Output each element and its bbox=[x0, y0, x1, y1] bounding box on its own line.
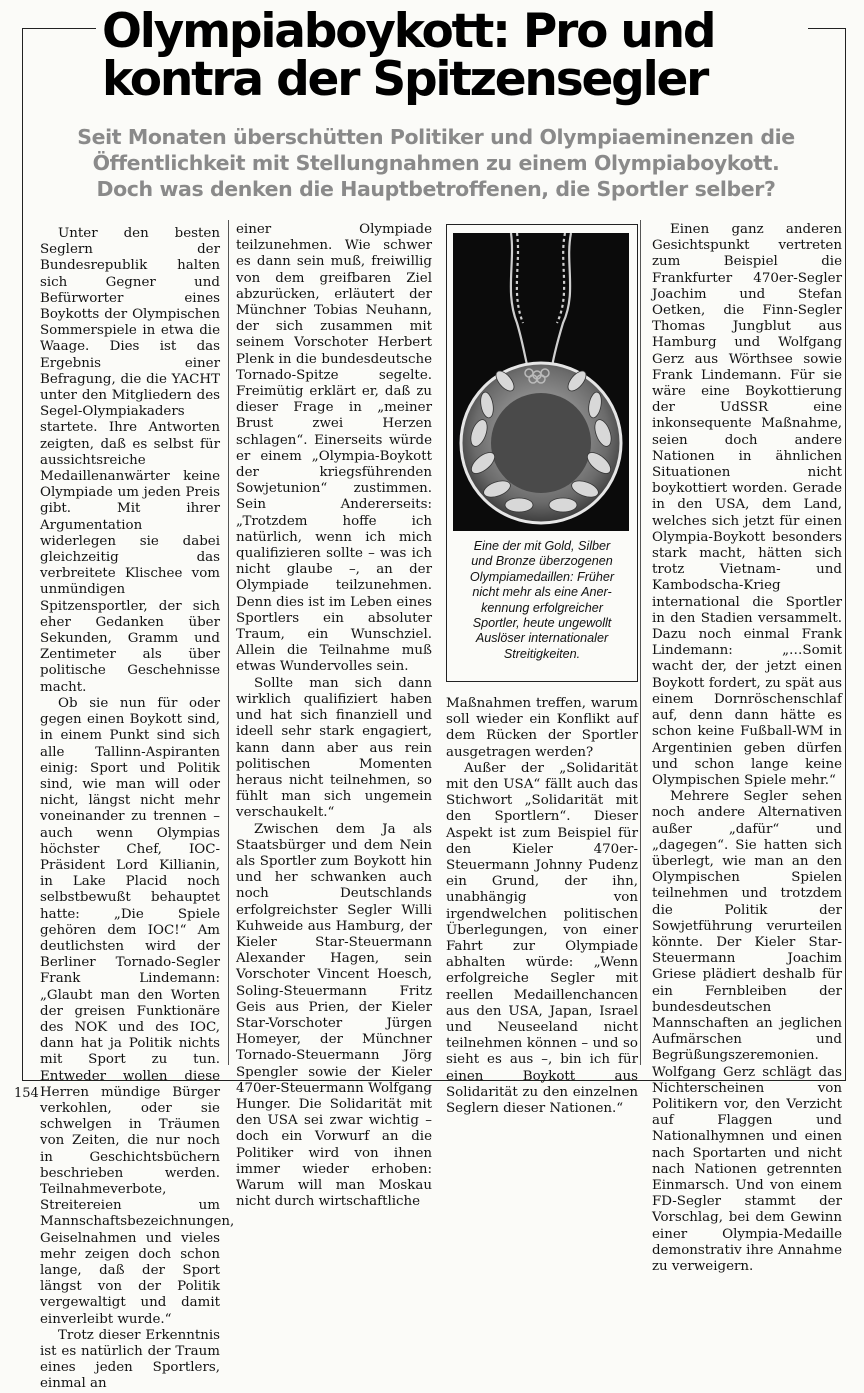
headline-line: Olympiaboykott: Pro und bbox=[102, 4, 715, 59]
column-1 bbox=[40, 226, 235, 1393]
deck bbox=[36, 124, 836, 202]
deck-line: Doch was denken die Hauptbetroffenen, die Sportler selber? bbox=[96, 177, 776, 201]
column-divider bbox=[640, 220, 641, 1065]
paragraph: Trotz dieser Erkenntnis ist es natürlich der Traum eines jeden Sportlers, einmal an bbox=[40, 1327, 220, 1392]
paragraph: Maßnahmen treffen, warum soll wieder ein Konflikt auf dem Rücken der Sportler ausgetragen werden? bbox=[446, 696, 638, 760]
headline-line: kontra der Spitzensegler bbox=[102, 52, 708, 107]
caption-line: kennung erfolgreicher bbox=[481, 600, 603, 615]
caption-line: Eine der mit Gold, Silber bbox=[473, 539, 611, 553]
caption-line: nicht mehr als eine Aner- bbox=[472, 585, 612, 600]
paragraph: Ob sie nun für oder gegen einen Boykott sind, in einem Punkt sind sich alle Tallinn-Aspiranten einig: Sport und Politik sind, wie man will oder nicht, längst nicht mehr voneinander zu trennen – auch wenn Olympias höchster Chef, IOC-Präsident Lord Killianin, in Lake Placid noch selbstbewußt behauptet hatte: „Die Spiele gehören dem IOC!“ Am deutlichsten wird der Berliner Tornado-Segler Frank Lindemann: „Glaubt man den Worten der greisen Funktionäre des NOK und des IOC, dann hat ja Politik nichts mit Sport zu tun. Entweder wollen diese Herren mündige Bürger verkohlen, oder sie schwelgen in Träumen von Zeiten, die nur noch in Geschichtsbüchern beschrieben werden. Teilnahmeverbote, Streitereien um Mannschaftsbezeichnungen, Geiselnahmen und vieles mehr zeigen doch schon lange, daß der Sport längst von der Politik vergewaltigt und damit einverleibt wurde.“ bbox=[40, 695, 235, 1327]
paragraph: Sollte man sich dann wirklich qualifiziert haben und hat sich finanziell und ideell sehr stark engagiert, kann dann aber aus rein politischen Momenten heraus nicht teilnehmen, so fühlt man sich ungemein verschaukelt.“ bbox=[236, 675, 432, 821]
paragraph: Unter den besten Seglern der Bundesrepublik halten sich Gegner und Befürworter eines Boykotts der Olympischen Sommerspiele in etwa die Waage. Dies ist das Ergebnis einer Befragung, die die YACHT unter den Mitgliedern des Segel-Olympiakaders startete. Ihre Antworten zeigten, daß es selbst für aussichtsreiche Medaillenanwärter keine Olympiade um jeden Preis gibt. Mit ihrer Argumentation widerlegen sie dabei gleichzeitig das verbreitete Klischee vom unmündigen Spitzensportler, der sich eher Gedanken über Sekunden, Gramm und Zentimeter als über politische Geschehnisse macht. bbox=[40, 226, 220, 695]
photo-box bbox=[446, 224, 638, 682]
paragraph: Einen ganz anderen Gesichtspunkt vertreten zum Beispiel die Frankfurter 470er-Segler Joachim und Stefan Oetken, die Finn-Segler Thomas Jungblut aus Hamburg und Wolfgang Gerz aus Wörthsee sowie Frank Lindemann. Für sie wäre eine Boykottierung der UdSSR eine inkonsequente Maßnahme, seien doch andere Nationen in ähnlichen Situationen nicht boykottiert worden. Gerade in den USA, dem Land, welches sich jetzt für einen Olympia-Boykott besonders stark macht, hätten sich trotz Vietnam- und Kambodscha-Krieg international die Sportler in den Stadien versammelt. Dazu noch einmal Frank Lindemann: „…Somit wacht der, der jetzt einen Boykott fordert, zu spät aus einem Dornröschenschlaf auf, denn dann hätte es schon keine Fußball-WM in Argentinien geben dürfen und schon lange keine Olympischen Spiele mehr.“ bbox=[652, 222, 842, 788]
paragraph: Zwischen dem Ja als Staatsbürger und dem Nein als Sportler zum Boykott hin und her schwanken auch noch Deutschlands erfolgreichster Segler Willi Kuhweide aus Hamburg, der Kieler Star-Steuermann Alexander Hagen, sein Vorschoter Vincent Hoesch, Soling-Steuermann Fritz Geis aus Prien, der Kieler Star-Vorschoter Jürgen Homeyer, der Münchner Tornado-Steuermann Jörg Spengler sowie der Kieler 470er-Steuermann Wolfgang Hunger. Die Solidarität mit den USA sei zwar wichtig – doch ein Vorwurf an die Politiker wird von ihnen immer wieder erhoben: Warum will man Moskau nicht durch wirtschaftliche bbox=[236, 821, 432, 1210]
caption-line: Streitigkeiten. bbox=[503, 646, 581, 661]
caption-line: Sportler, heute ungewollt bbox=[472, 616, 612, 631]
photo-caption bbox=[455, 539, 629, 662]
column-3 bbox=[446, 696, 638, 1117]
paragraph: Außer der „Solidarität mit den USA“ fällt auch das Stichwort „Solidarität mit den Sportlern“. Dieser Aspekt ist zum Beispiel für den Kieler 470er-Steuermann Johnny Pudenz ein Grund, der ihn, unabhängig von irgendwelchen politischen Überlegungen, von einer Fahrt zur Olympiade abhalten würde: „Wenn erfolgreiche Segler mit reellen Medaillenchancen aus den USA, Japan, Israel und Neuseeland nicht teilnehmen können – und so sieht es aus –, bin ich für einen Boykott aus Solidarität zu den einzelnen Seglern dieser Nationen.“ bbox=[446, 760, 638, 1117]
deck-line: Öffentlichkeit mit Stellungnahmen zu einem Olympiaboykott. bbox=[92, 151, 780, 175]
frame-left-rule bbox=[22, 28, 23, 1080]
caption-line: und Bronze überzogenen bbox=[471, 554, 613, 569]
column-2 bbox=[236, 222, 432, 1210]
paragraph: einer Olympiade teilzunehmen. Wie schwer es dann sein muß, freiwillig von dem greifbaren Ziel abzurücken, erläutert der Münchner Tobias Neuhann, der sich zusammen mit seinem Vorschoter Herbert Plenk in die bundesdeutsche Tornado-Spitze segelte. Freimütig erklärt er, daß zu dieser Frage in „meiner Brust zwei Herzen schlagen“. Einerseits würde er einem „Olympia-Boykott der kriegsführenden Sowjetunion“ zustimmen. Sein Andererseits: „Trotzdem hoffe ich natürlich, wenn ich mich qualifizieren sollte – was ich nicht glaube –, an der Olympiade teilzunehmen. Denn dies ist im Leben eines Sportlers ein absoluter Traum, ein Wunschziel. Allein die Teilnahme muß etwas Wundervolles sein. bbox=[236, 222, 432, 675]
caption-line: Olympiamedaillen: Früher bbox=[469, 569, 615, 584]
paragraph: Mehrere Segler sehen noch andere Alternativen außer „dafür“ und „dagegen“. Sie hatten sich überlegt, wie man an den Olympischen Spielen teilnehmen und trotzdem die Politik der Sowjetführung verurteilen könnte. Der Kieler Star-Steuermann Joachim Griese plädiert deshalb für ein Fernbleiben der bundesdeutschen Mannschaften an jeglichen Aufmärschen und Begrüßungszeremonien. Wolfgang Gerz schlägt das Nichterscheinen von Politikern vor, den Verzicht auf Flaggen und Nationalhymnen und einen nach Sportarten und nicht nach Nationen getrennten Einmarsch. Und von einem FD-Segler stammt der Vorschlag, bei dem Gewinn einer Olympia-Medaille demonstrativ ihre Annahme zu verweigern. bbox=[652, 789, 842, 1274]
caption-line: Auslöser internationaler bbox=[475, 631, 609, 646]
column-4 bbox=[652, 222, 842, 1275]
medal-photo bbox=[453, 233, 629, 531]
headline bbox=[96, 4, 808, 107]
page-number: 154 bbox=[14, 1086, 39, 1101]
deck-line: Seit Monaten überschütten Politiker und Olympiaeminenzen die bbox=[77, 125, 795, 149]
column-divider bbox=[228, 220, 229, 1065]
frame-right-rule bbox=[845, 28, 846, 1080]
